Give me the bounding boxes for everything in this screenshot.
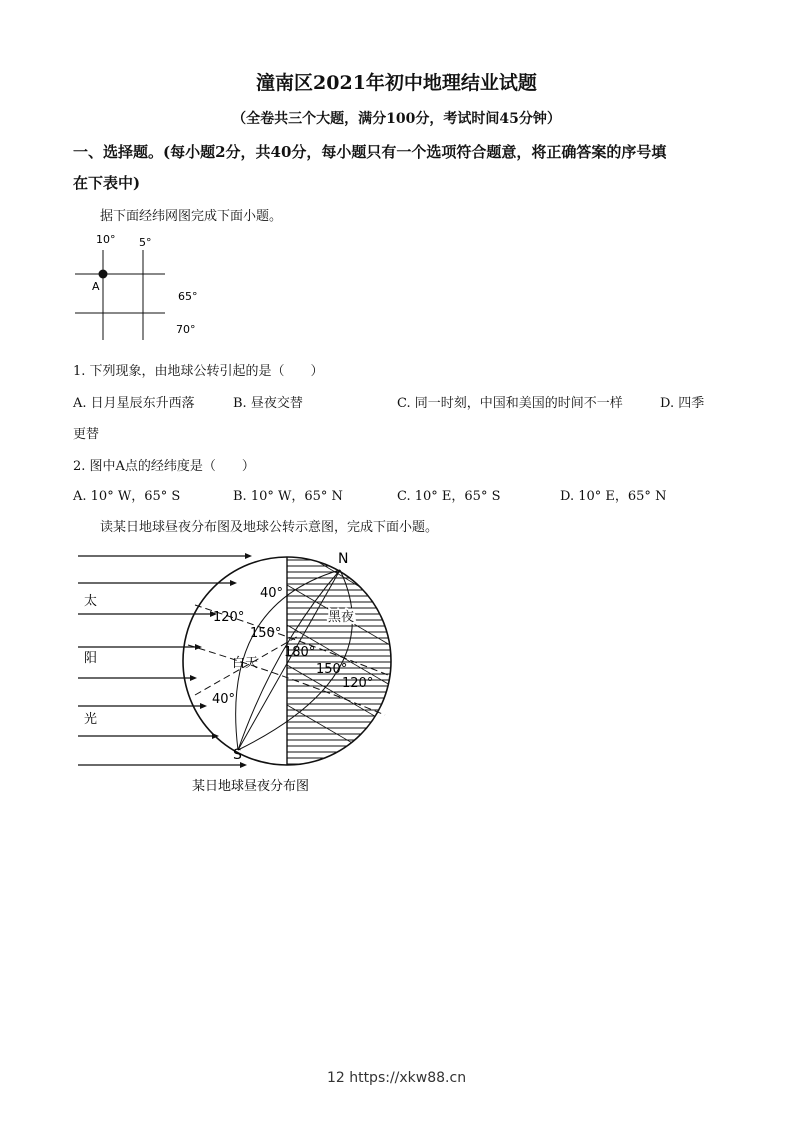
figure-caption: 某日地球昼夜分布图: [192, 779, 310, 794]
lon-label-2: 120°: [213, 610, 245, 625]
section-heading-line2: 在下表中): [73, 174, 141, 192]
question-1-option-d-cont: 更替: [73, 427, 100, 442]
south-label: S: [233, 747, 242, 763]
question-2-option-b: B. 10° W，65° N: [233, 489, 343, 504]
question-2-option-c: C. 10° E，65° S: [397, 489, 501, 504]
question-1-option-b: B. 昼夜交替: [233, 396, 303, 411]
question-1-option-a: A. 日月星辰东升西落: [73, 396, 195, 411]
point-a-marker: [99, 270, 108, 279]
lat-label-top: 65°: [178, 290, 198, 303]
question-2-stem: 2. 图中A点的经纬度是（ ）: [73, 459, 255, 474]
lon-label-left: 10°: [96, 233, 116, 246]
question-1-option-d: D. 四季: [660, 396, 705, 411]
question-1-stem: 1. 下列现象，由地球公转引起的是（ ）: [73, 364, 324, 379]
night-label: 黑夜: [328, 610, 355, 625]
intro-globe: 读某日地球昼夜分布图及地球公转示意图，完成下面小题。: [100, 520, 439, 535]
lon-label-7: 40°: [212, 692, 236, 707]
page-footer: 12 https://xkw88.cn: [326, 1070, 467, 1086]
sun-char-2: 阳: [84, 651, 98, 666]
page-subtitle: （全卷共三个大题，满分100分，考试时间45分钟）: [232, 111, 561, 127]
lon-label-right: 5°: [139, 236, 152, 249]
sun-char-1: 太: [84, 594, 98, 609]
lon-label-4: 180°: [284, 645, 316, 660]
lon-label-5: 150°: [316, 662, 348, 677]
globe-figure: [70, 545, 400, 797]
section-heading-line1: 一、选择题。(每小题2分，共40分，每小题只有一个选项符合题意，将正确答案的序号填: [73, 143, 667, 161]
question-1-option-c: C. 同一时刻，中国和美国的时间不一样: [397, 396, 623, 411]
intro-grid: 据下面经纬网图完成下面小题。: [100, 209, 283, 224]
lat-label-bottom: 70°: [176, 323, 196, 336]
graticule-figure: [70, 232, 210, 344]
sun-rays: [78, 553, 252, 768]
lon-label-1: 40°: [260, 586, 284, 601]
day-label: 白天: [232, 656, 259, 671]
page-title: 潼南区2021年初中地理结业试题: [256, 72, 537, 94]
question-2-option-a: A. 10° W，65° S: [73, 489, 181, 504]
lon-label-6: 120°: [342, 676, 374, 691]
lon-label-3: 150°: [250, 626, 282, 641]
point-a-label: A: [92, 280, 100, 293]
sun-char-3: 光: [84, 712, 98, 727]
question-2-option-d: D. 10° E，65° N: [560, 489, 667, 504]
north-label: N: [338, 551, 349, 567]
